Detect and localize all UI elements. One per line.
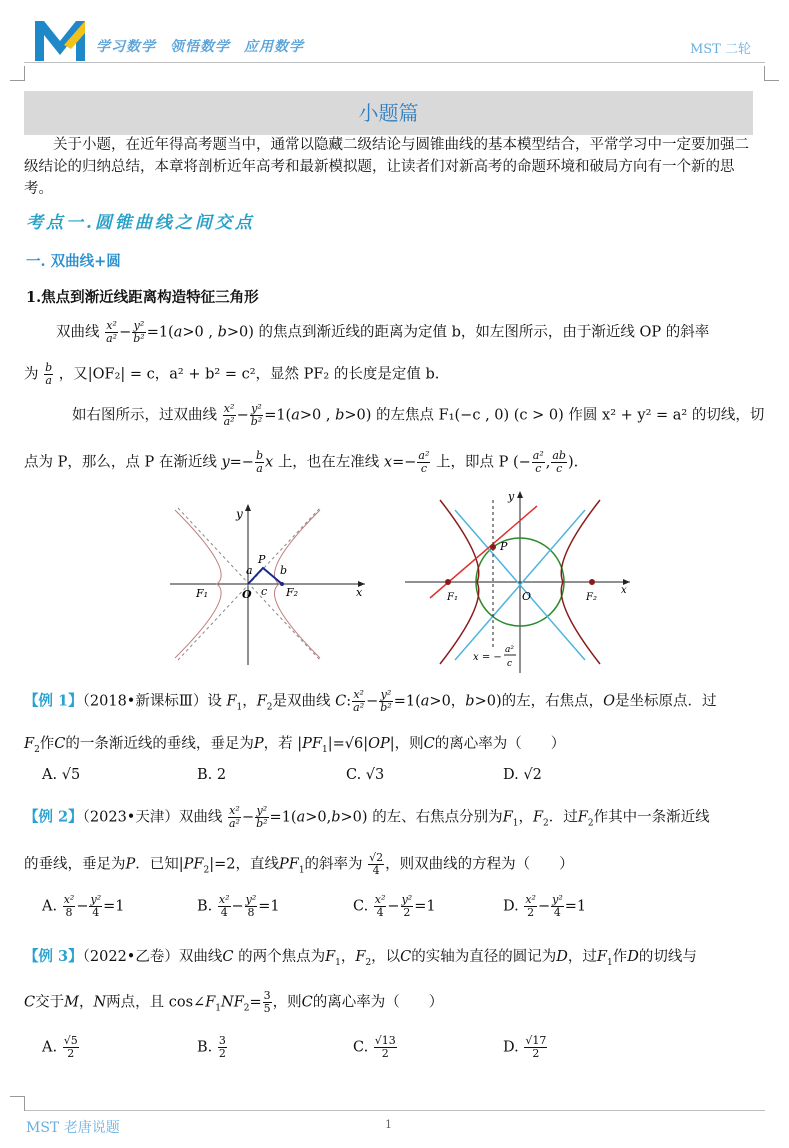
label-P: P (500, 540, 508, 553)
p2-line2: 点为 P，那么，点 P 在渐近线 y=− $\frac{b}{a}$ x 上，也在左准线 x=− $\frac{\text{a²}}{c}$ 上，即点 P (− $\frac{\text{a²}}{c}$ , $\frac{ab}{c}$ ). (24, 449, 579, 475)
header-rule (24, 62, 765, 63)
example-1-line1: 【例 1】（2018•新课标Ⅲ）设 $F_1$，$F_2$是双曲线 C: $\frac{\text{x²}}{\text{a²}}$ − $\frac{\text{y²}}{\text{b²}}$ =1(a>0，b>0)的左，右焦点，O是坐标原点．过 (24, 688, 717, 714)
label-F2: F₂ (286, 586, 299, 599)
label-x: x (621, 585, 627, 596)
label-O: O (242, 588, 252, 601)
label-P: P (258, 553, 266, 566)
example-2-line2: 的垂线，垂足为P．已知$|PF_2|=2$，直线$PF_1$的斜率为 $\frac{√2}{4}$ ，则双曲线的方程为（ ） (24, 851, 574, 877)
label-O: O (522, 590, 532, 603)
crop-mark (10, 1096, 25, 1111)
label-c: c (507, 659, 513, 669)
label-F2: F₂ (586, 592, 597, 603)
mst-logo (31, 15, 89, 65)
example-3-line1: 【例 3】（2022•乙卷）双曲线C 的两个焦点为$F_1$，$F_2$，以C的实轴为直径的圆记为D，过$F_1$作D的切线与 (24, 948, 697, 968)
p1-line1: 双曲线 $\frac{\text{x²}}{\text{a²}}$ − $\frac{\text{y²}}{\text{b²}}$ =1(a>0 , b>0) 的焦点到渐近线的距离为定值 b，如左图所示，由于渐近线 OP 的斜率 (56, 319, 710, 345)
footer-rule (24, 1110, 765, 1111)
label-directrix: x = − (473, 652, 502, 663)
section-heading: 考点一.圆锥曲线之间交点 (26, 213, 255, 233)
topic-heading: 1.焦点到渐近线距离构造特征三角形 (26, 289, 259, 306)
label-c: c (261, 585, 268, 598)
label-F1: F₁ (196, 587, 209, 600)
p2-line1: 如右图所示，过双曲线 $\frac{\text{x²}}{\text{a²}}$ − $\frac{\text{y²}}{\text{b²}}$ =1(a>0 , b>0) 的左焦点 F₁(−c , 0) (c > 0) 作圆 x² + y² = a² 的切线，切 (72, 402, 765, 428)
footer-brand: MST 老唐说题 (26, 1120, 120, 1136)
title-bar (24, 91, 753, 135)
figure-left-hyperbola (170, 500, 370, 665)
intro-paragraph: 关于小题，在近年得高考题当中，通常以隐藏二级结论与圆锥曲线的基本模型结合，平常学习中一定要加强二级结论的归纳总结，本章将剖析近年高考和最新模拟题，让读者们对新高考的命题环境和破局方向有一个新的思考。 (24, 137, 749, 197)
page-number: 1 (385, 1118, 392, 1131)
example-2-line1: 【例 2】（2023•天津）双曲线 $\frac{\text{x²}}{\text{a²}}$ − $\frac{\text{y²}}{\text{b²}}$ =1(a>0,b>0) 的左、右焦点分别为$F_1$，$F_2$．过$F_2$作其中一条渐近线 (24, 804, 710, 830)
label-b: b (280, 564, 288, 577)
header-brand: MST 二轮 (689, 42, 751, 57)
p1-line2: 为 $\frac{b}{a}$ ，又|OF₂| = c，a² + b² = c²，显然 PF₂ 的长度是定值 b. (24, 361, 440, 387)
crop-mark (764, 66, 779, 81)
label-y: y (236, 507, 243, 521)
slogan: 学习数学 领悟数学 应用数学 (96, 39, 304, 55)
figure-right-hyperbola-circle (405, 490, 635, 675)
example-3-line2: C交于M，N两点，且 $\cos\angle F_1NF_2=$ $\frac{3}{5}$ ，则C的离心率为（ ） (24, 989, 444, 1015)
label-F1: F₁ (447, 592, 458, 603)
example-1-line2: $F_2$作C的一条渐近线的垂线，垂足为P，若 $|PF_1|=√6|OP|$，则C的离心率为（ ） (24, 736, 566, 755)
label-y: y (508, 490, 515, 503)
crop-mark (10, 66, 25, 81)
label-a: a (246, 564, 253, 577)
page-title: 小题篇 (358, 101, 419, 125)
label-x: x (356, 586, 363, 599)
subsection-heading: 一. 双曲线+圆 (26, 253, 121, 270)
label-a2: a² (505, 645, 514, 655)
